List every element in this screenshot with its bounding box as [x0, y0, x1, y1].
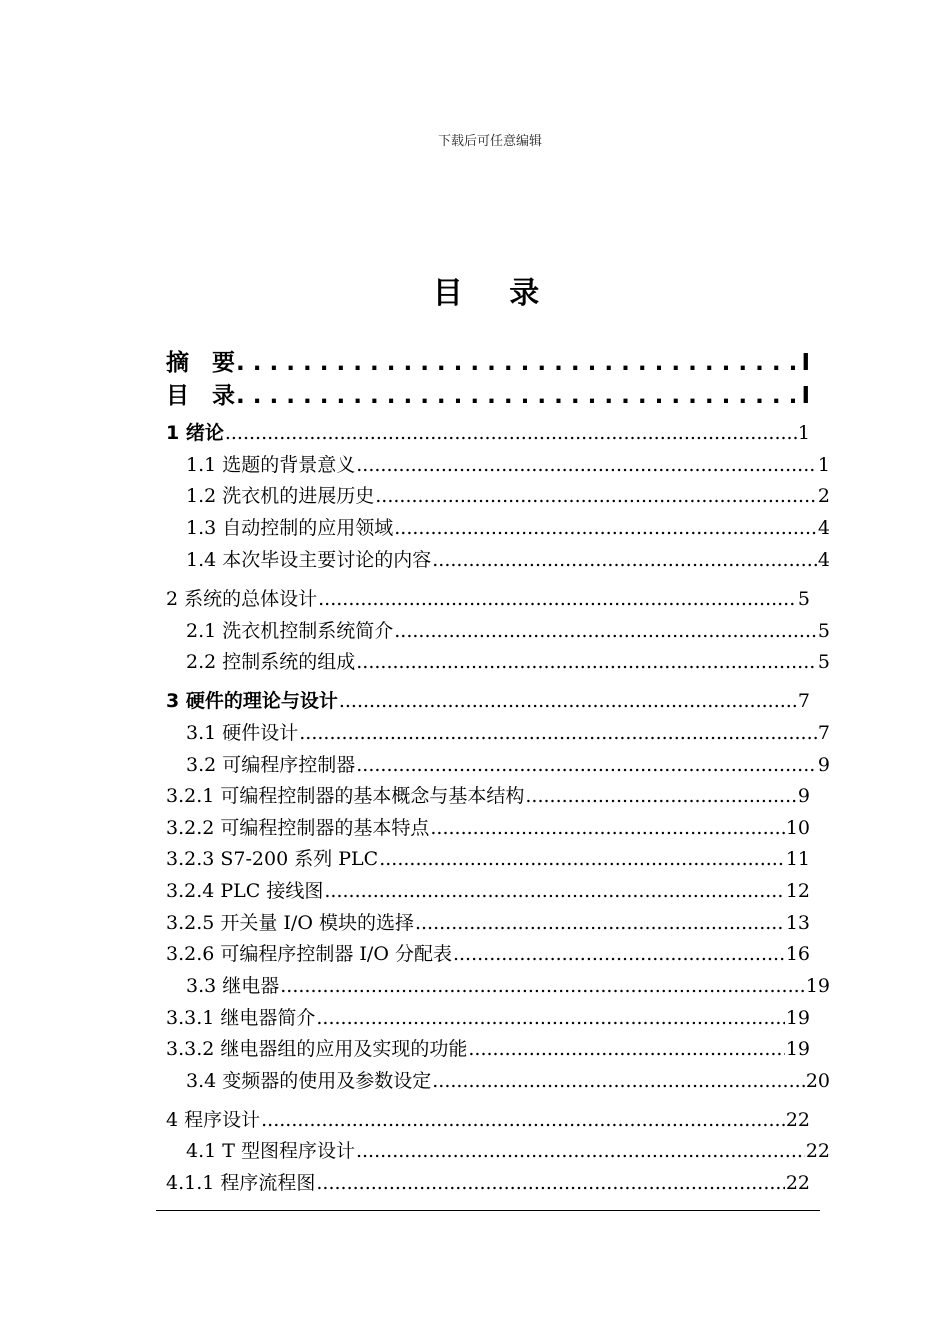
- toc-entry-label: 3.3.1 继电器简介: [166, 1007, 316, 1029]
- toc-entry[interactable]: [166, 1105, 810, 1132]
- toc-dot-leader: [356, 454, 817, 476]
- toc-entry[interactable]: [166, 513, 830, 540]
- toc-entry-page: 4: [817, 517, 830, 539]
- toc-entry-page: 5: [797, 588, 810, 610]
- toc-dot-leader: [468, 1038, 784, 1060]
- toc-entry-page: 19: [785, 1007, 810, 1029]
- toc-entry-label: 1.2 洗衣机的进展历史: [186, 485, 375, 507]
- toc-entry-label: 1.1 选题的背景意义: [186, 454, 356, 476]
- toc-dot-leader: [339, 690, 797, 712]
- toc-entry-label: 3.1 硬件设计: [186, 722, 299, 744]
- toc-entry-page: 22: [805, 1140, 830, 1162]
- toc-entry[interactable]: [166, 939, 810, 966]
- toc-entry-page: 7: [817, 722, 830, 744]
- toc-entry-label: 2.2 控制系统的组成: [186, 651, 356, 673]
- toc-entry-label: 3.2 可编程序控制器: [186, 754, 356, 776]
- toc-entry-page: 5: [817, 620, 830, 642]
- toc-dot-leader: [316, 1172, 784, 1194]
- toc-entry-page: 1: [817, 454, 830, 476]
- toc-entry[interactable]: [166, 1136, 830, 1163]
- toc-entry-page: 10: [785, 817, 810, 839]
- toc-entry[interactable]: [166, 1003, 810, 1030]
- toc-entry[interactable]: [166, 971, 830, 998]
- toc-entry-page: 16: [785, 943, 810, 965]
- toc-entry-page: I: [801, 350, 810, 376]
- toc-entry-page: 19: [785, 1038, 810, 1060]
- toc-dot-leader: [356, 1140, 805, 1162]
- toc-entry[interactable]: [166, 344, 810, 377]
- toc-entry-page: 9: [817, 754, 830, 776]
- toc-entry[interactable]: [166, 647, 830, 674]
- toc-entry[interactable]: [166, 545, 830, 572]
- toc-entry-label: 1.3 自动控制的应用领域: [186, 517, 394, 539]
- toc-dot-leader: [280, 975, 805, 997]
- toc-entry[interactable]: [166, 750, 830, 777]
- toc-entry-label: 2 系统的总体设计: [166, 588, 318, 610]
- toc-entry-page: 9: [797, 785, 810, 807]
- toc-dot-leader: [394, 517, 817, 539]
- toc-entry-label: 2.1 洗衣机控制系统简介: [186, 620, 394, 642]
- toc-entry-label: 3 硬件的理论与设计: [166, 690, 338, 712]
- footer-rule: [156, 1210, 820, 1211]
- toc-entry-page: 13: [785, 912, 810, 934]
- toc-entry[interactable]: [166, 813, 810, 840]
- toc-entry-label: 目 录: [166, 383, 235, 409]
- toc-entry[interactable]: [166, 1168, 810, 1195]
- toc-entry-page: 20: [805, 1070, 830, 1092]
- toc-entry[interactable]: [166, 844, 810, 871]
- toc-entry[interactable]: [166, 418, 810, 445]
- toc-dot-leader: [432, 549, 817, 571]
- toc-entry-label: 3.2.3 S7-200 系列 PLC: [166, 848, 379, 870]
- toc-entry-page: 2: [817, 485, 830, 507]
- toc-entry[interactable]: [166, 377, 810, 410]
- toc-dot-leader: [453, 943, 785, 965]
- toc-entry-page: 5: [817, 651, 830, 673]
- toc-entry-label: 3.2.4 PLC 接线图: [166, 880, 324, 902]
- toc-entry-label: 4.1 T 型图程序设计: [186, 1140, 355, 1162]
- toc-entry[interactable]: [166, 876, 810, 903]
- header-note: 下载后可任意编辑: [437, 134, 542, 149]
- toc-dot-leader: [375, 485, 817, 507]
- toc-entry-page: 22: [785, 1109, 810, 1131]
- toc-entry[interactable]: [166, 718, 830, 745]
- toc-entry-page: 1: [797, 422, 810, 444]
- toc-entry-page: 4: [817, 549, 830, 571]
- toc-dot-leader: [379, 848, 785, 870]
- toc-entry-page: 22: [785, 1172, 810, 1194]
- toc-entry-page: 19: [805, 975, 830, 997]
- toc-entry-label: 3.2.1 可编程控制器的基本概念与基本结构: [166, 785, 525, 807]
- toc-dot-leader: [394, 620, 817, 642]
- toc-entry-page: I: [801, 383, 810, 409]
- toc-entry-page: 7: [797, 690, 810, 712]
- toc-dot-leader: [318, 588, 797, 610]
- toc-entry[interactable]: [166, 616, 830, 643]
- toc-dot-leader: [356, 651, 817, 673]
- toc-dot-leader: [324, 880, 784, 902]
- toc-dot-leader: [261, 1109, 785, 1131]
- toc-entry-label: 3.3.2 继电器组的应用及实现的功能: [166, 1038, 468, 1060]
- toc-dot-leader: [432, 1070, 805, 1092]
- toc-entry-page: 11: [785, 848, 810, 870]
- toc-dot-leader: [236, 350, 800, 376]
- toc-dot-leader: [356, 754, 817, 776]
- toc-entry-label: 4.1.1 程序流程图: [166, 1172, 316, 1194]
- toc-entry-label: 3.2.5 开关量 I/O 模块的选择: [166, 912, 414, 934]
- toc-entry-label: 1 绪论: [166, 422, 224, 444]
- toc-entry-label: 3.2.2 可编程控制器的基本特点: [166, 817, 430, 839]
- toc-dot-leader: [316, 1007, 784, 1029]
- toc-dot-leader: [236, 383, 800, 409]
- toc-dot-leader: [299, 722, 817, 744]
- toc-entry-page: 12: [785, 880, 810, 902]
- toc-entry[interactable]: [166, 781, 810, 808]
- toc-entry[interactable]: [166, 450, 830, 477]
- toc-entry[interactable]: [166, 908, 810, 935]
- toc-entry[interactable]: [166, 584, 810, 611]
- toc-entry[interactable]: [166, 1034, 810, 1061]
- toc-entry-label: 3.3 继电器: [186, 975, 280, 997]
- toc-dot-leader: [525, 785, 797, 807]
- toc-entry-label: 3.2.6 可编程序控制器 I/O 分配表: [166, 943, 452, 965]
- toc-dot-leader: [225, 422, 797, 444]
- toc-dot-leader: [415, 912, 785, 934]
- toc-entry-label: 摘 要: [166, 350, 235, 376]
- page-title: 目 录: [432, 276, 558, 311]
- toc-entry[interactable]: [166, 481, 830, 508]
- toc-entry-label: 3.4 变频器的使用及参数设定: [186, 1070, 432, 1092]
- toc-entry-label: 4 程序设计: [166, 1109, 261, 1131]
- toc-dot-leader: [430, 817, 784, 839]
- toc-entry[interactable]: [166, 686, 810, 713]
- toc-entry[interactable]: [166, 1066, 830, 1093]
- toc-entry-label: 1.4 本次毕设主要讨论的内容: [186, 549, 432, 571]
